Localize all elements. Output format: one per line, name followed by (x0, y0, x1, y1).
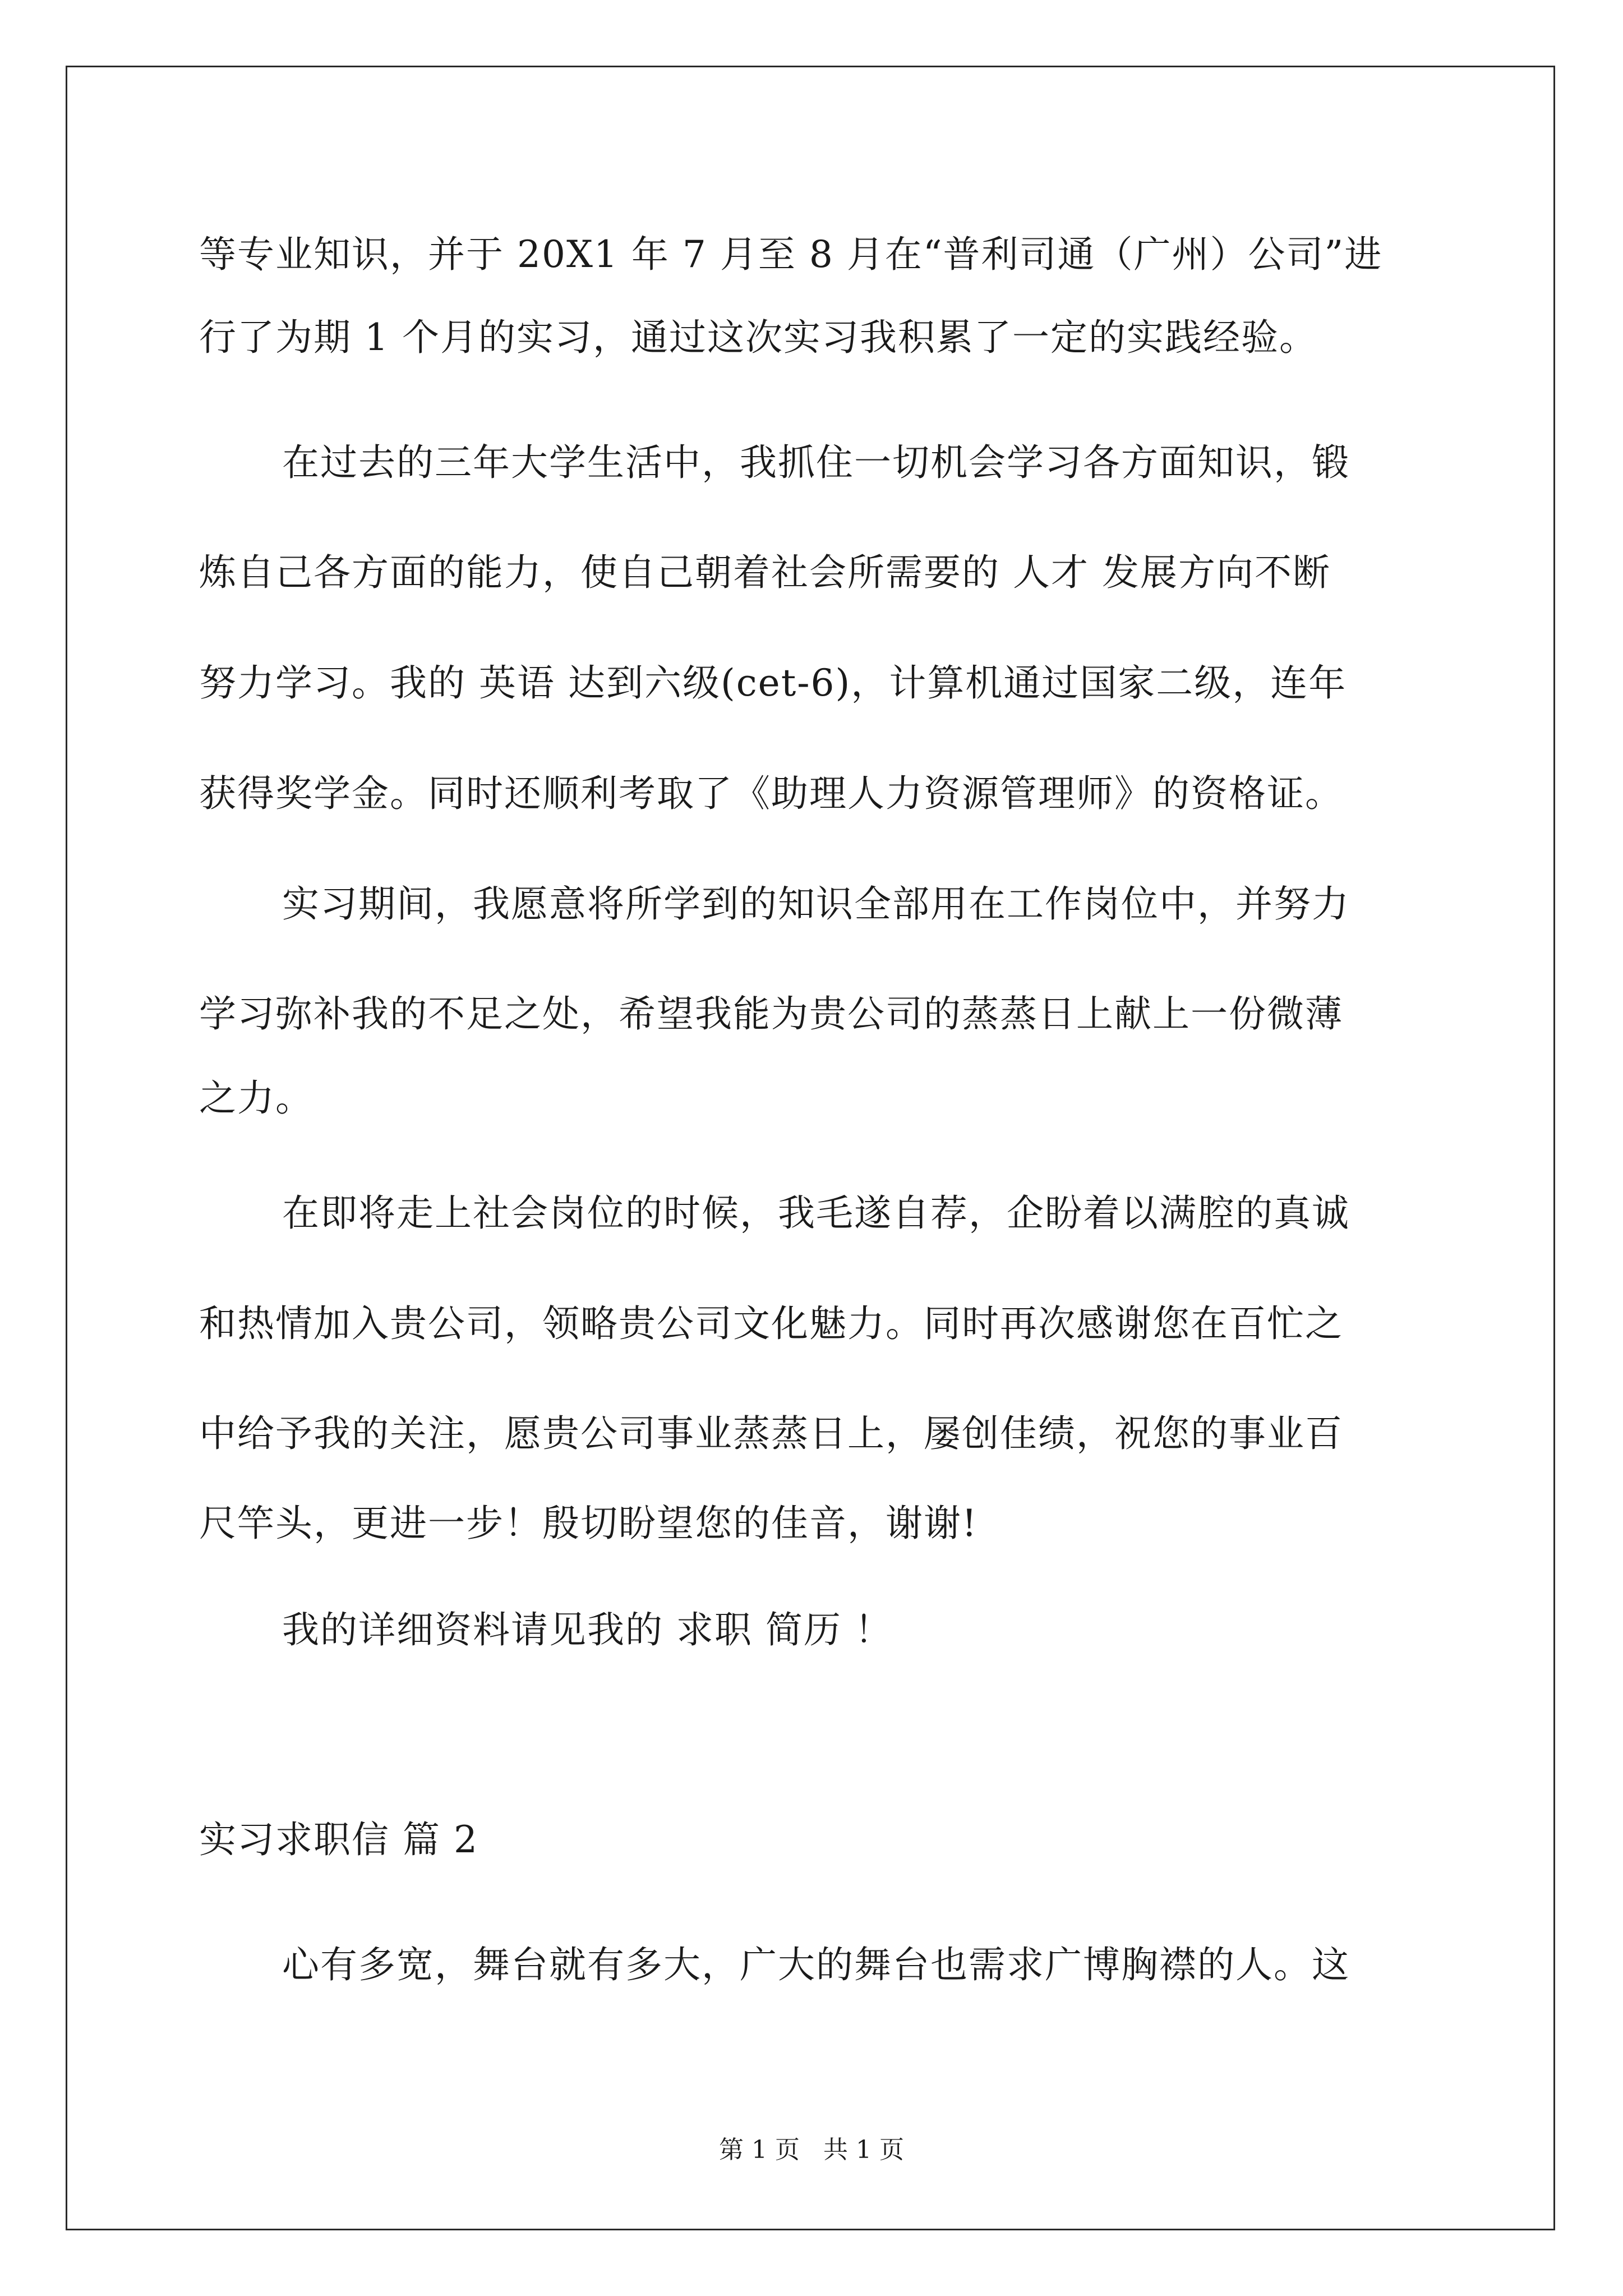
page-footer: 第 1 页 共 1 页 (719, 2136, 904, 2164)
paragraph-2-line-3: 努力学习。我的 英语 达到六级(cet-6)，计算机通过国家二级，连年 (199, 661, 1347, 705)
paragraph-1-line-2: 行了为期 1 个月的实习，通过这次实习我积累了一定的实践经验。 (199, 316, 1317, 359)
paragraph-2-line-2: 炼自己各方面的能力，使自己朝着社会所需要的 人才 发展方向不断 (199, 551, 1331, 594)
section-heading: 实习求职信 篇 2 (199, 1818, 478, 1861)
paragraph-1-line-1: 等专业知识，并于 20X1 年 7 月至 8 月在“普利司通（广州）公司”进 (199, 233, 1383, 276)
paragraph-3-line-1: 实习期间，我愿意将所学到的知识全部用在工作岗位中，并努力 (282, 882, 1350, 926)
page-border (66, 66, 1555, 2230)
paragraph-5-line-1: 我的详细资料请见我的 求职 简历 ！ (282, 1608, 893, 1651)
paragraph-4-line-1: 在即将走上社会岗位的时候，我毛遂自荐，企盼着以满腔的真诚 (282, 1191, 1350, 1235)
paragraph-2-line-4: 获得奖学金。同时还顺利考取了《助理人力资源管理师》的资格证。 (199, 772, 1343, 815)
paragraph-3-line-2: 学习弥补我的不足之处，希望我能为贵公司的蒸蒸日上献上一份微薄 (199, 992, 1343, 1036)
paragraph-3-line-3: 之力。 (199, 1076, 313, 1120)
paragraph-2-line-1: 在过去的三年大学生活中，我抓住一切机会学习各方面知识，锻 (282, 441, 1350, 484)
paragraph-4-line-2: 和热情加入贵公司，领略贵公司文化魅力。同时再次感谢您在百忙之 (199, 1302, 1343, 1345)
paragraph-4-line-3: 中给予我的关注，愿贵公司事业蒸蒸日上，屡创佳绩，祝您的事业百 (199, 1412, 1343, 1455)
paragraph-4-line-4: 尺竿头，更进一步！殷切盼望您的佳音，谢谢! (199, 1502, 978, 1545)
paragraph-6-line-1: 心有多宽，舞台就有多大，广大的舞台也需求广博胸襟的人。这 (282, 1943, 1350, 1986)
